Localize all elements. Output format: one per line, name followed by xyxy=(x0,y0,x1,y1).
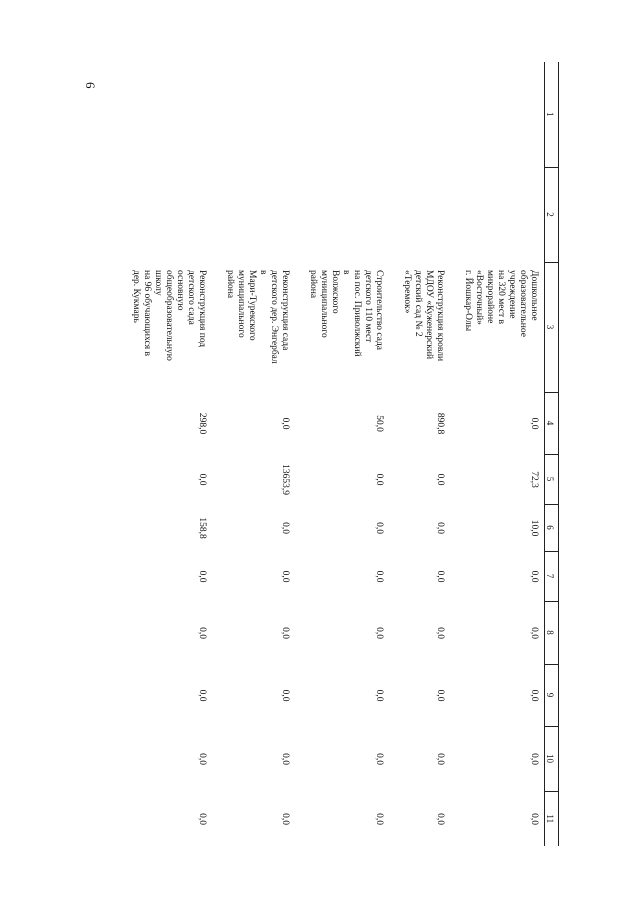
cell-col2 xyxy=(295,167,389,262)
value-cell: 72,3 xyxy=(529,471,539,488)
value-cell: 0,0 xyxy=(435,689,445,702)
value-cell: 0,0 xyxy=(197,753,207,765)
value-cell: 0,0 xyxy=(374,570,384,583)
value-cell: 158,8 xyxy=(197,517,207,539)
value-cell: 0,0 xyxy=(374,522,384,534)
col-header-11: 11 xyxy=(545,791,560,846)
col-header-9: 9 xyxy=(545,664,560,726)
col-header-5: 5 xyxy=(545,454,560,504)
col-header-2: 2 xyxy=(545,167,560,262)
value-cell: 0,0 xyxy=(280,689,290,702)
value-cell: 0,0 xyxy=(374,689,384,702)
col-header-10: 10 xyxy=(545,726,560,791)
row-description: Реконструкция сада детского дер. Энгербал в Мари-Турекского муниципального района xyxy=(225,270,290,364)
value-cell: 0,0 xyxy=(197,813,207,825)
top-rule xyxy=(558,62,559,846)
table-row xyxy=(118,62,212,846)
value-cell: 890,8 xyxy=(435,412,445,435)
value-cell: 0,0 xyxy=(280,570,290,583)
value-cell: 0,0 xyxy=(435,753,445,765)
col-header-6: 6 xyxy=(545,504,560,551)
value-cell: 0,0 xyxy=(197,627,207,639)
cell-col2 xyxy=(389,167,450,262)
value-cell: 0,0 xyxy=(529,417,539,430)
value-cell: 0,0 xyxy=(374,753,384,765)
data-table xyxy=(118,62,559,846)
cell-col2 xyxy=(450,167,545,262)
row-description: Реконструкция кровли МДОУ «Куженерский детский сад № 2 «Теремок» xyxy=(402,270,445,362)
col-header-4: 4 xyxy=(545,392,560,454)
table-row xyxy=(212,62,295,846)
page-number: 6 xyxy=(83,82,98,89)
value-cell: 0,0 xyxy=(435,813,445,825)
value-cell: 0,0 xyxy=(529,689,539,702)
value-cell: 0,0 xyxy=(197,473,207,486)
row-description: Реконструкция под детского сада основную общеобразовательную школу на 96 обучающихся в дер. Кукмарь xyxy=(131,270,207,361)
value-cell: 0,0 xyxy=(374,627,384,639)
table-body xyxy=(118,62,545,846)
value-cell: 13653,9 xyxy=(280,464,290,495)
table-row xyxy=(389,62,450,846)
value-cell: 0,0 xyxy=(280,417,290,430)
value-cell: 0,0 xyxy=(197,570,207,583)
value-cell: 0,0 xyxy=(529,753,539,765)
value-cell: 0,0 xyxy=(280,813,290,825)
value-cell: 0,0 xyxy=(529,627,539,639)
cell-col1 xyxy=(295,62,389,167)
column-number-row xyxy=(545,62,560,846)
value-cell: 0,0 xyxy=(374,813,384,825)
cell-col1 xyxy=(212,62,295,167)
cell-col2 xyxy=(118,167,212,262)
value-cell: 298,0 xyxy=(197,412,207,435)
col-header-1: 1 xyxy=(545,62,560,167)
value-cell: 50,0 xyxy=(374,415,384,432)
row-description: Строительство сада детского 110 мест на пос. Приволжский в Волжского муниципального района xyxy=(308,270,384,357)
cell-col1 xyxy=(450,62,545,167)
value-cell: 0,0 xyxy=(197,689,207,702)
col-header-7: 7 xyxy=(545,551,560,601)
rotated-table-page xyxy=(123,62,559,846)
value-cell: 0,0 xyxy=(280,753,290,765)
row-description: Дошкольное образовательное учреждение на 320 мест в микрорайоне «Восточный» г. Йошкар-Олы xyxy=(463,270,539,337)
table-row xyxy=(450,62,545,846)
col-header-8: 8 xyxy=(545,601,560,664)
value-cell: 0,0 xyxy=(435,522,445,534)
cell-col1 xyxy=(118,62,212,167)
cell-col1 xyxy=(389,62,450,167)
value-cell: 0,0 xyxy=(435,627,445,639)
value-cell: 0,0 xyxy=(529,813,539,825)
value-cell: 0,0 xyxy=(280,522,290,534)
value-cell: 0,0 xyxy=(435,473,445,486)
value-cell: 0,0 xyxy=(280,627,290,639)
value-cell: 0,0 xyxy=(435,570,445,583)
cell-col2 xyxy=(212,167,295,262)
value-cell: 0,0 xyxy=(374,473,384,486)
col-header-3: 3 xyxy=(545,262,560,392)
value-cell: 0,0 xyxy=(529,570,539,583)
table-row xyxy=(295,62,389,846)
value-cell: 10,0 xyxy=(529,519,539,537)
